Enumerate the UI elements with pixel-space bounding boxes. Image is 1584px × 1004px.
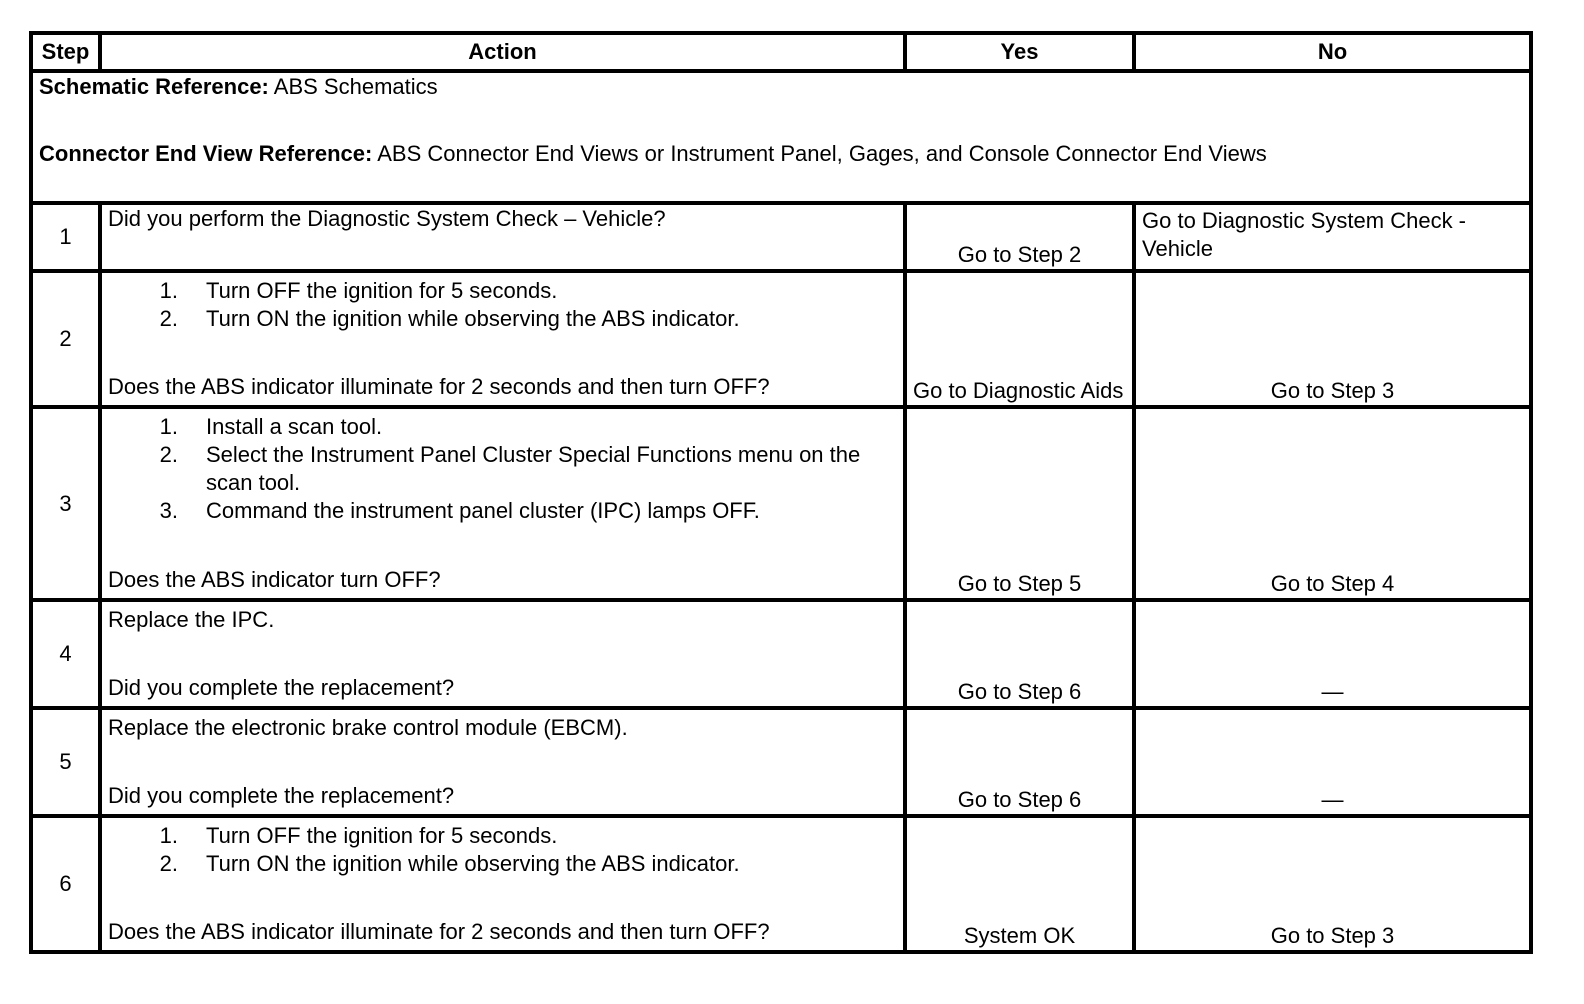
table-row <box>31 407 1531 600</box>
table-row <box>31 271 1531 407</box>
list-item: 1. Turn OFF the ignition for 5 seconds. <box>159 278 558 303</box>
step-list <box>108 413 897 525</box>
no-cell: Go to Step 4 <box>1134 407 1531 600</box>
yes-cell: Go to Step 6 <box>905 708 1134 816</box>
list-item: 3. Command the instrument panel cluster (IPC) lamps OFF. <box>159 498 760 523</box>
table-row <box>31 708 1531 816</box>
step-number: 6 <box>31 816 100 952</box>
step-action <box>100 600 905 708</box>
diagnostic-table <box>29 31 1533 954</box>
header-row <box>31 33 1531 71</box>
connector-reference-value: ABS Connector End Views or Instrument Panel, Gages, and Console Connector End Views <box>372 141 1267 166</box>
step-list <box>108 277 897 333</box>
no-cell: Go to Step 3 <box>1134 816 1531 952</box>
table-row <box>31 600 1531 708</box>
header-action: Action <box>100 33 905 71</box>
table-row <box>31 816 1531 952</box>
step-question: Does the ABS indicator turn OFF? <box>108 567 441 592</box>
schematic-reference-value: ABS Schematics <box>268 74 438 99</box>
yes-cell: Go to Diagnostic Aids <box>905 271 1134 407</box>
no-cell: — <box>1134 708 1531 816</box>
header-yes: Yes <box>905 33 1134 71</box>
no-cell: Go to Step 3 <box>1134 271 1531 407</box>
step-question: Did you complete the replacement? <box>108 783 455 808</box>
table-row <box>31 203 1531 271</box>
yes-cell: Go to Step 2 <box>905 203 1134 271</box>
step-question: Does the ABS indicator illuminate for 2 seconds and then turn OFF? <box>108 919 770 944</box>
yes-cell: Go to Step 5 <box>905 407 1134 600</box>
header-step: Step <box>31 33 100 71</box>
step-number: 5 <box>31 708 100 816</box>
reference-cell <box>31 71 1531 203</box>
schematic-reference-label: Schematic Reference: <box>39 74 269 99</box>
schematic-reference <box>39 73 1523 101</box>
step-number: 3 <box>31 407 100 600</box>
header-no: No <box>1134 33 1531 71</box>
step-question: Does the ABS indicator illuminate for 2 seconds and then turn OFF? <box>108 374 770 399</box>
list-item: 2. Turn ON the ignition while observing the ABS indicator. <box>159 851 740 876</box>
step-action <box>100 271 905 407</box>
connector-reference-label: Connector End View Reference: <box>39 141 373 166</box>
step-action <box>100 708 905 816</box>
step-question: Did you complete the replacement? <box>108 675 455 700</box>
step-action <box>100 407 905 600</box>
list-item: 2. Select the Instrument Panel Cluster Special Functions menu on the scan tool. <box>159 442 861 495</box>
step-number: 4 <box>31 600 100 708</box>
yes-cell: Go to Step 6 <box>905 600 1134 708</box>
step-instruction: Replace the IPC. <box>108 607 275 632</box>
no-cell: Go to Diagnostic System Check - Vehicle <box>1134 203 1531 271</box>
step-number: 2 <box>31 271 100 407</box>
list-item: 1. Turn OFF the ignition for 5 seconds. <box>159 823 558 848</box>
reference-row <box>31 71 1531 203</box>
connector-reference <box>39 140 1523 168</box>
no-cell: — <box>1134 600 1531 708</box>
list-item: 1. Install a scan tool. <box>159 414 383 439</box>
step-instruction: Replace the electronic brake control module (EBCM). <box>108 715 628 740</box>
yes-cell: System OK <box>905 816 1134 952</box>
step-number: 1 <box>31 203 100 271</box>
step-action <box>100 816 905 952</box>
step-list <box>108 822 897 878</box>
list-item: 2. Turn ON the ignition while observing the ABS indicator. <box>159 306 740 331</box>
step-action: Did you perform the Diagnostic System Check – Vehicle? <box>100 203 905 271</box>
